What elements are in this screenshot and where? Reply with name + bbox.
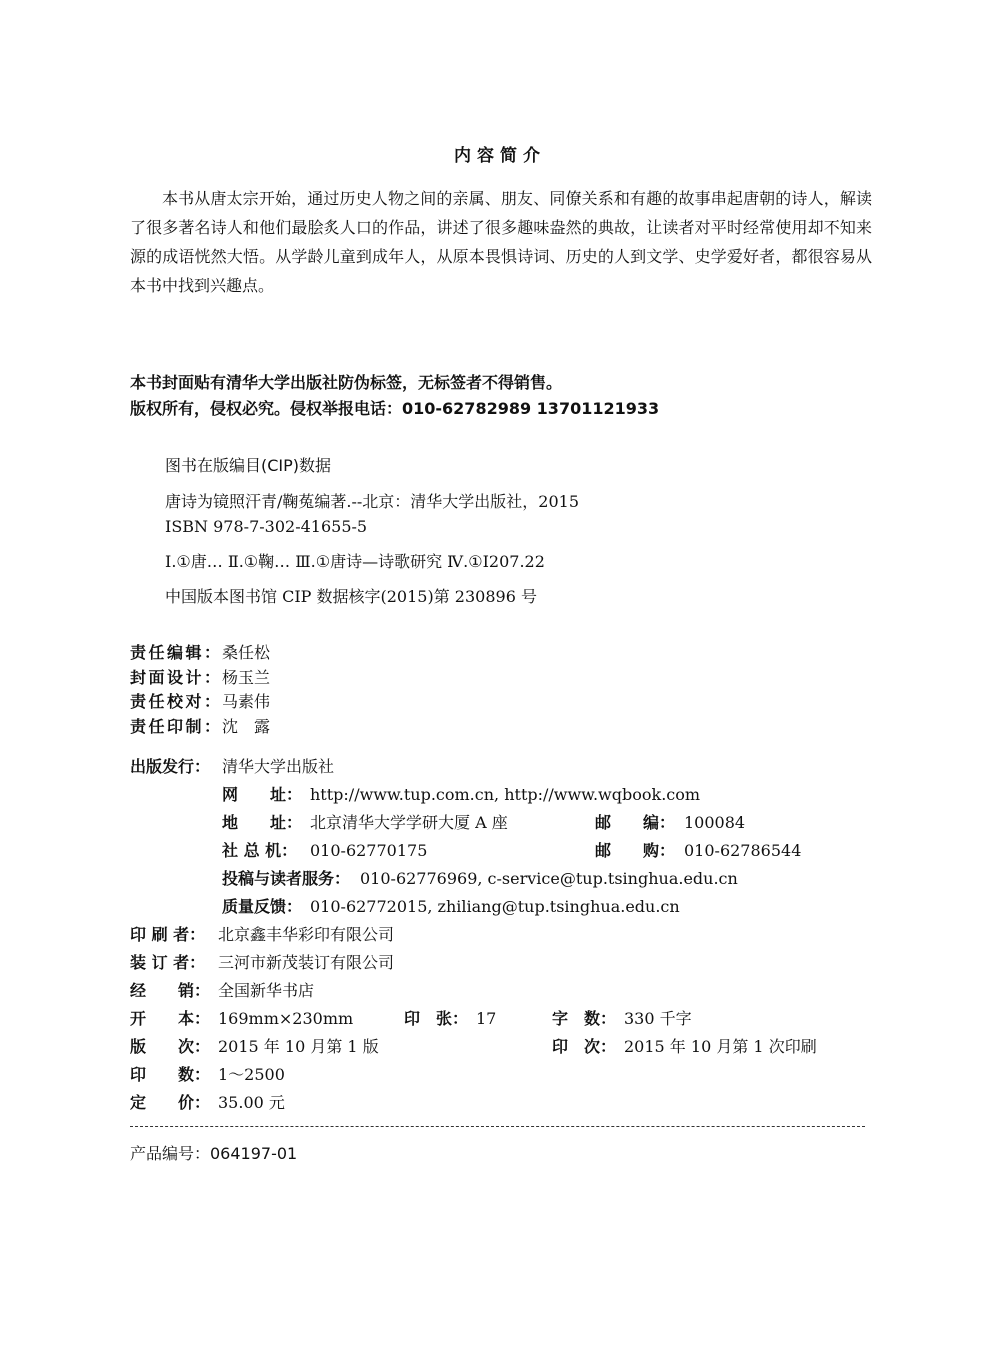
website-label: 网 址：: [222, 785, 303, 804]
binder-value: 三河市新茂装订有限公司: [218, 953, 395, 972]
reader-service-label: 投稿与读者服务：: [222, 869, 351, 888]
words-label: 字 数：: [552, 1009, 617, 1028]
staff-value-proofreader: 马素伟: [222, 692, 271, 711]
cip-record: 中国版本图书馆 CIP 数据核字(2015)第 230896 号: [165, 587, 537, 606]
printer-label: 印 刷 者：: [130, 925, 206, 944]
staff-label-printing-manager: 责任印制：: [130, 717, 220, 736]
staff-value-printing-manager: 沈 露: [222, 717, 271, 736]
website-value: http://www.tup.com.cn, http://www.wqbook.com: [310, 785, 701, 804]
address-label: 地 址：: [222, 813, 303, 832]
reader-service-value: 010-62776969, c-service@tup.tsinghua.edu.cn: [360, 869, 738, 888]
cip-entry: 唐诗为镜照汗青/鞠菟编著.--北京：清华大学出版社，2015: [165, 492, 580, 511]
staff-label-editor: 责任编辑：: [130, 643, 220, 662]
printer-value: 北京鑫丰华彩印有限公司: [218, 925, 395, 944]
copyright-notice: 版权所有，侵权必究。侵权举报电话：010-62782989 13701121933: [130, 399, 660, 418]
print-run-label: 印 数：: [130, 1065, 211, 1084]
format-value: 169mm×230mm: [218, 1009, 354, 1028]
page-title: 内容简介: [454, 146, 546, 166]
switchboard-label: 社 总 机：: [222, 841, 298, 860]
edition-value: 2015 年 10 月第 1 版: [218, 1037, 379, 1056]
price-value: 35.00 元: [218, 1093, 285, 1112]
distributor-label: 经 销：: [130, 981, 211, 1000]
cip-heading: 图书在版编目(CIP)数据: [165, 456, 332, 475]
words-value: 330 千字: [624, 1009, 692, 1028]
staff-label-proofreader: 责任校对：: [130, 692, 220, 711]
feedback-label: 质量反馈：: [222, 897, 303, 916]
distributor-value: 全国新华书店: [218, 981, 315, 1000]
mail-order-label: 邮 购：: [595, 841, 676, 860]
feedback-value: 010-62772015, zhiliang@tup.tsinghua.edu.cn: [310, 897, 680, 916]
product-code: 产品编号：064197-01: [130, 1144, 298, 1163]
switchboard-value: 010-62770175: [310, 841, 428, 860]
cip-subjects: Ⅰ.①唐… Ⅱ.①鞠… Ⅲ.①唐诗—诗歌研究 Ⅳ.①I207.22: [165, 552, 545, 571]
cip-isbn: ISBN 978-7-302-41655-5: [165, 517, 368, 536]
divider-dashed: [130, 1126, 865, 1127]
binder-label: 装 订 者：: [130, 953, 206, 972]
edition-label: 版 次：: [130, 1037, 211, 1056]
impression-label: 印 次：: [552, 1037, 617, 1056]
print-run-value: 1～2500: [218, 1065, 285, 1084]
publisher-label: 出版发行：: [130, 757, 211, 776]
staff-value-editor: 桑任松: [222, 643, 271, 662]
sheets-value: 17: [476, 1009, 497, 1028]
postcode-label: 邮 编：: [595, 813, 676, 832]
mail-order-value: 010-62786544: [684, 841, 802, 860]
price-label: 定 价：: [130, 1093, 211, 1112]
staff-value-cover-design: 杨玉兰: [222, 668, 271, 687]
publisher-value: 清华大学出版社: [222, 757, 335, 776]
postcode-value: 100084: [684, 813, 746, 832]
address-value: 北京清华大学学研大厦 A 座: [310, 813, 508, 832]
format-label: 开 本：: [130, 1009, 211, 1028]
anti-counterfeit-notice: 本书封面贴有清华大学出版社防伪标签，无标签者不得销售。: [130, 373, 563, 392]
sheets-label: 印 张：: [404, 1009, 469, 1028]
impression-value: 2015 年 10 月第 1 次印刷: [624, 1037, 817, 1056]
book-summary: 本书从唐太宗开始，通过历史人物之间的亲属、朋友、同僚关系和有趣的故事串起唐朝的诗人，解读了很多著名诗人和他们最脍炙人口的作品，讲述了很多趣味盎然的典故，让读者对平时经常使用却不知来源的成语恍然大悟。从学龄儿童到成年人，从原本畏惧诗词、历史的人到文学、史学爱好者，都很容易从本书中找到兴趣点。: [130, 189, 872, 295]
staff-label-cover-design: 封面设计：: [130, 668, 220, 687]
